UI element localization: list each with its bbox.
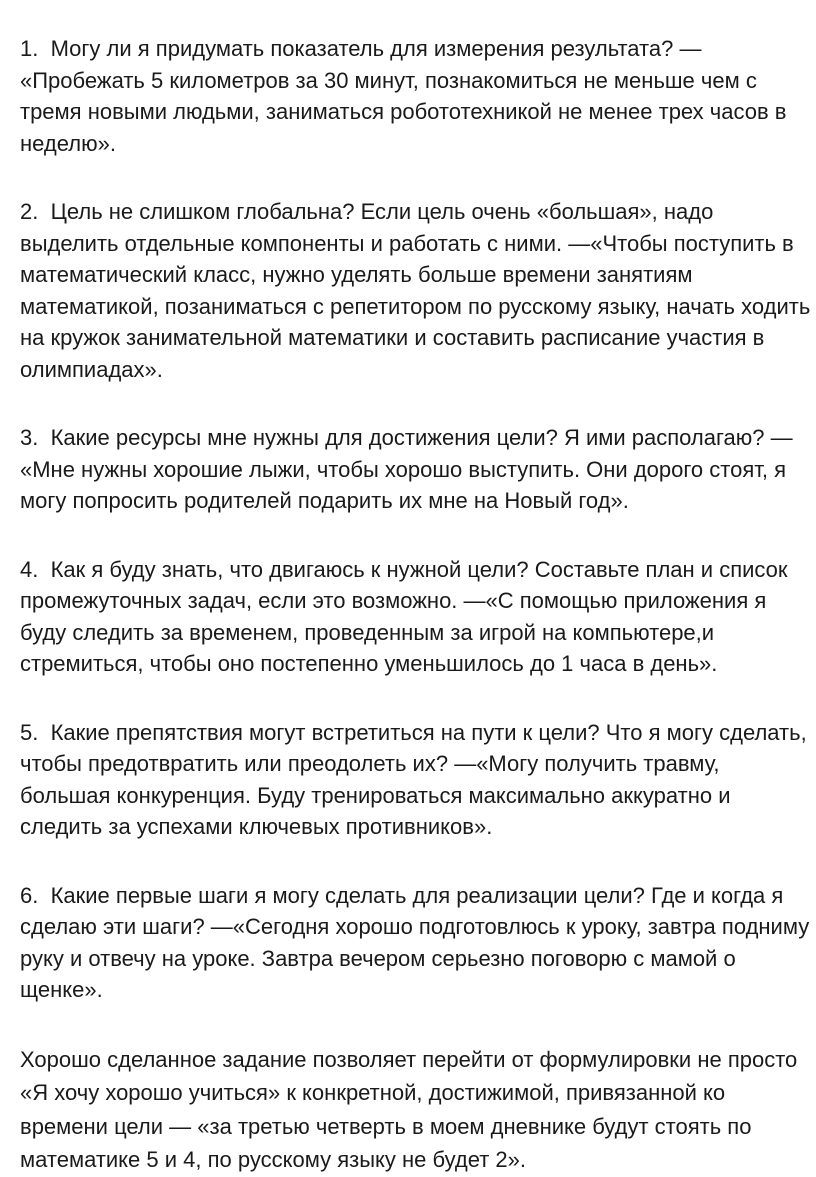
item-text: Какие препятствия могут встретиться на пути к цели? Что я могу сделать, чтобы предотвратить или преодолеть их? —«Могу получить травму, большая конкуренция. Буду тренироваться максимально аккуратно и следить за успехами ключевых противников». <box>20 719 807 839</box>
item-number: 5. <box>20 719 39 745</box>
item-text: Цель не слишком глобальна? Если цель очень «большая», надо выделить отдельные компоненты и работать с ними. —«Чтобы поступить в математический класс, нужно уделять больше времени занятиям математикой, позаниматься с репетитором по русскому языку, начать ходить на кружок занимательной математики и составить расписание участия в олимпиадах». <box>20 199 811 382</box>
item-number: 6. <box>20 882 39 908</box>
list-item-4 <box>20 554 816 680</box>
item-text: Какие первые шаги я могу сделать для реализации цели? Где и когда я сделаю эти шаги? —«Сегодня хорошо подготовлюсь к уроку, завтра подниму руку и отвечу на уроке. Завтра вечером серьезно поговорю с мамой о щенке». <box>20 882 810 1002</box>
list-item-1 <box>20 33 816 159</box>
list-item-5 <box>20 717 816 843</box>
list-item-2 <box>20 196 816 385</box>
item-number: 1. <box>20 36 39 61</box>
document-page <box>20 33 816 1177</box>
item-number: 4. <box>20 556 39 582</box>
conclusion-paragraph: Хорошо сделанное задание позволяет перейти от формулировки не просто «Я хочу хорошо учиться» к конкретной, достижимой, привязанной ко времени цели — «за третью четверть в моем дневнике будут стоять по математике 5 и 4, по русскому языку не будет 2». <box>20 1046 798 1172</box>
item-text: Могу ли я придумать показатель для измерения результата? — «Пробежать 5 километров за 30 минут, познакомиться не меньше чем с тремя новыми людьми, заниматься робототехникой не менее трех часов в неделю». <box>20 36 787 156</box>
item-number: 3. <box>20 425 39 450</box>
list-item-6 <box>20 880 816 1006</box>
item-number: 2. <box>20 199 39 224</box>
list-item-3 <box>20 422 816 517</box>
item-text: Как я буду знать, что двигаюсь к нужной цели? Составьте план и список промежуточных задач, если это возможно. —«С помощью приложения я буду следить за временем, проведенным за игрой на компьютере,и стремиться, чтобы оно постепенно уменьшилось до 1 часа в день». <box>20 556 788 676</box>
item-text: Какие ресурсы мне нужны для достижения цели? Я ими располагаю? — «Мне нужны хорошие лыжи, чтобы хорошо выступить. Они дорого стоят, я могу попросить родителей подарить их мне на Новый год». <box>20 425 793 513</box>
